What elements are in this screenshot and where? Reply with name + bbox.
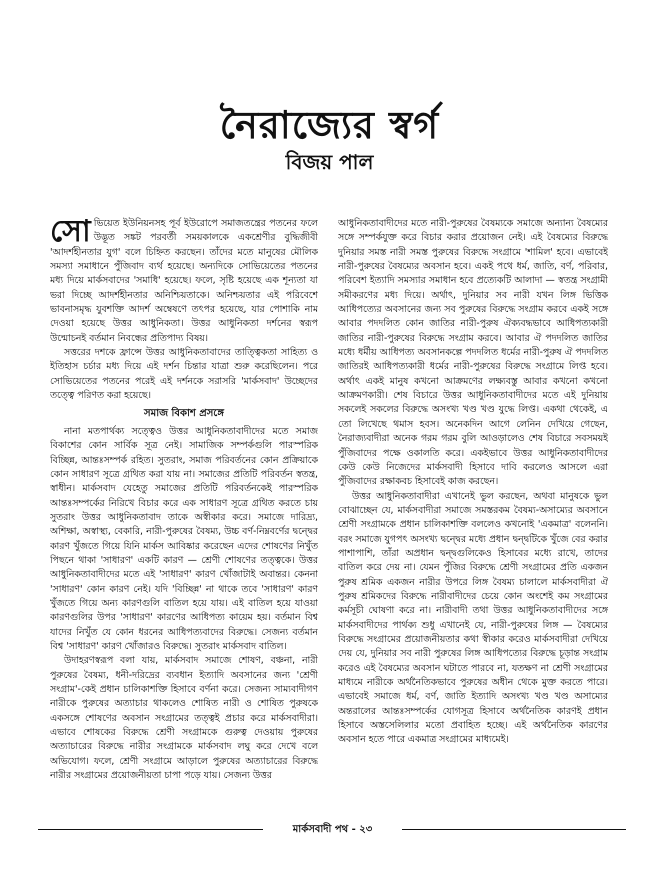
article-title: নৈরাজ্যের স্বর্গ [219,103,440,147]
footer-rule-right [402,829,626,830]
section-subheading: সমাজ বিকাশ প্রসঙ্গে [144,408,224,420]
paragraph: সত্তরের দশকে ফ্রান্সে উত্তর আধুনিকতাবাদের তাত্ত্বিকতা সাহিত্য ও ইতিহাস চর্চার মধ্য দিয়ে এই দর্শন চিন্তার যাত্রা শুরু করেছিলেন। পরে সোভিয়েতের পতনের পরেই এই দর্শনকে সরাসরি 'মার্কসবাদ' উচ্ছেদের তত্ত্বে পরিণত করা হয়েছে। [50,347,318,402]
paragraph: উদাহরণস্বরূপ বলা যায়, মার্কসবাদ সমাজে শোষণ, বঞ্চনা, নারী পুরুষের বৈষম্য, ধনী-দরিদ্রের ব্যবধান ইত্যাদি অবসানের জন্য 'শ্রেণী সংগ্রাম'-কেই প্রধান চালিকাশক্তি হিসাবে বর্ণনা করে। সেজন্য সাম্যবাদীগণ নারীকে পুরুষের অত্যাচার থাকলেও শোষিত নারী ও শোষিত পুরুষকে একসঙ্গে শোষণের অবসান সংগ্রামের তত্ত্বই প্রচার করে মার্কসবাদীরা। এভাবে শোষকের বিরুদ্ধে শ্রেণী সংগ্রামকে গুরুত্ব দেওয়ায় পুরুষের অত্যাচারের বিরুদ্ধে নারীর সংগ্রামকে মার্কসবাদ লঘু করে দেখে বলে অভিযোগ। ফলে, শ্রেণী সংগ্রামে আড়ালে পুরুষের অত্যাচারের বিরুদ্ধে নারীর সংগ্রামের প্রয়োজনীয়তা চাপা পড়ে যায়। সেজন্য উত্তর [50,655,318,782]
drop-cap: সো [50,217,91,249]
footer-rule-left [38,829,263,830]
right-column [338,217,608,839]
page-footer: মার্কসবাদী পথ - ২৩ [292,824,373,835]
paragraph: নানা মতপার্থক্য সত্ত্বেও উত্তর আধুনিকতাবাদীদের মতে সমাজ বিকাশের কোন সার্বিক সূত্র নেই। সামাজিক সম্পর্কগুলি পারস্পরিক বিচ্ছিন্ন, আন্তঃসম্পর্ক রহিত। সুতরাং, সমাজ পরিবর্তনের কোন প্রক্রিয়াকে কোন সাধারণ সূত্রে গ্রথিত করা যায় না। সমাজের প্রতিটি পরিবর্তন স্বতন্ত্র, স্বাধীন। মার্কসবাদ যেহেতু সমাজের প্রতিটি পরিবর্তনকেই পারস্পরিক আন্তঃসম্পর্কের নিরিখে বিচার করে এক সাধারণ সূত্রে গ্রথিত করতে চায় সুতরাং উত্তর আধুনিকতাবাদ তাকে অস্বীকার করে। সমাজে দারিদ্র্য, অশিক্ষা, অস্বাস্থ্য, বেকারি, নারী-পুরুষের বৈষম্য, উচ্চ বর্ণ-নিম্নবর্ণের দ্বন্দ্বের কারণ খুঁজতে গিয়ে যিনি মার্কস আবিষ্কার করেছেন এদের শোষণের নিখুঁত পিছনে থাকা 'সাধারণ' একটি কারণ — শ্রেণী শোষণের তত্ত্বকে। উত্তর আধুনিকতাবাদীদের মতে এই 'সাধারণ' কারণ খোঁজাটাই অবান্তর। কেননা 'সাধারণ' কোন কারণ নেই। যদি 'বিচ্ছিন্ন' না থাকে তবে 'সাধারণ' কারণ খুঁজতে গিয়ে অন্য কারণগুলি বাতিল হয়ে যায়। এই বাতিল হয়ে যাওয়া কারণগুলির উপর 'সাধারণ' কারণের আধিপত্য কায়েম হয়। বর্তমান বিশ্ব যাদের নিখুঁত যে কোন ধরনের আধিপত্যবাদের বিরুদ্ধে। সেজন্য বর্তমান বিশ্ব 'সাধারণ' কারণ খোঁজারও বিরুদ্ধে। সুতরাং মার্কসবাদ বাতিল। [50,425,318,652]
paragraph: উত্তর আধুনিকতাবাদীরা এখানেই ভুল করছেন, অথবা মানুষকে ভুল বোঝাচ্ছেন যে, মার্কসবাদীরা সমাজে সমস্তরকম বৈষম্য-অসাম্যের অবসানে শ্রেণী সংগ্রামকে প্রধান চালিকাশক্তি বললেও কখনোই 'একমাত্র' বলেননি। বরং সমাজে যুগপৎ অসংখ্য দ্বন্দ্বের মধ্যে প্রধান দ্বন্দ্বটিকে খুঁজে বের করার পাশাপাশি, তাঁরা অপ্রধান দ্বন্দ্বগুলিকেও হিসাবের মধ্যে রাখে, তাদের বাতিল করে দেয় না। যেমন পুঁজির বিরুদ্ধে শ্রেণী সংগ্রামের প্রতি একজন পুরুষ শ্রমিক একজন নারীর উপরে লিঙ্গ বৈষম্য চালালে মার্কসবাদীরা ঐ পুরুষ শ্রমিকদের বিরুদ্ধে নারীবাদীদের চেয়ে কোন অংশেই কম সংগ্রামের কর্মসূচী ঘোষণা করে না। নারীবাদী তথা উত্তর আধুনিকতাবাদীদের সঙ্গে মার্কসবাদীদের পার্থক্য শুধু এখানেই যে, নারী-পুরুষের লিঙ্গ — বৈষম্যের বিরুদ্ধে সংগ্রামের প্রয়োজনীয়তার কথা স্বীকার করেও মার্কসবাদীরা দেখিয়ে দেয় যে, দুনিয়ার সব নারী পুরুষের লিঙ্গ আধিপত্যের বিরুদ্ধে চূড়ান্ত সংগ্রাম করেও এই বৈষম্যের অবসান ঘটাতে পারবে না, যতক্ষণ না শ্রেণী সংগ্রামের মাধ্যমে নারীকে অর্থনৈতিকভাবে পুরুষের অধীন থেকে মুক্ত করতে পারে। এভাবেই সমাজে ধর্ম, বর্ণ, জাতি ইত্যাদি অসংখ্য খণ্ড খণ্ড অসাম্যের অন্তরালের আন্তঃসম্পর্কের যোগসূত্র হিসাবে অর্থনৈতিক কারণই প্রধান হিসাবে অস্তসেলিলার মতো প্রবাহিত হচ্ছে। এই অর্থনৈতিক কারণের অবসান হতে পারে একমাত্র সংগ্রামের মাধ্যমেই। [338,490,608,746]
paragraph: সোভিয়েত ইউনিয়নসহ পূর্ব ইউরোপে সমাজতন্ত্রের পতনের ফলে উদ্ভূত সঙ্কট পরবর্তী সময়কালকে একশ্রেণীর বুদ্ধিজীবী 'আদর্শহীনতার যুগ' বলে চিহ্নিত করছেন। তাঁদের মতে মানুষের মৌলিক সমস্যা সমাধানে পুঁজিবাদ ব্যর্থ হয়েছে। অন্যদিকে সোভিয়েতের পতনের মধ্য দিয়ে মার্কসবাদের 'সমাধি' হয়েছে। ফলে, সৃষ্টি হয়েছে এক শূন্যতা যা ভরা দিচ্ছে আদর্শহীনতার অনিশ্চিয়তাকে। অনিশ্চয়তার এই পরিবেশে ভাবনাসমৃদ্ধ যুবশক্তি আদর্শ অম্বেষণে তৎপর হয়েছে, যার পোশাকি নাম দেওয়া হয়েছে উত্তর আধুনিকতা। উত্তর আধুনিকতা দর্শনের স্বরূপ উন্মোচনই বর্তমান নিবন্ধের প্রতিপাদ্য বিষয়। [50,217,318,344]
paragraph: আধুনিকতাবাদীদের মতে নারী-পুরুষের বৈষম্যকে সমাজে অন্যান্য বৈষম্যের সঙ্গে সম্পর্কযুক্ত করে বিচার করার প্রয়োজন নেই। এই বৈষম্যের বিরুদ্ধে দুনিয়ার সমস্ত নারী সমস্ত পুরুষের বিরুদ্ধে সংগ্রামে 'শামিল' হবে। এভাবেই নারী-পুরুষের বৈষম্যের অবসান হবে। একই পথে ধর্ম, জাতি, বর্ণ, পরিবার, পরিবেশ ইত্যাদি সমস্যার সমাধান হবে প্রত্যেকটি আলাদা — স্বতন্ত্র সংগ্রামী সমীকরণের মধ্য দিয়ে। অর্থাৎ, দুনিয়ার সব নারী যখন লিঙ্গ ভিত্তিক আধিপত্যের অবসানের জন্য সব পুরুষের বিরুদ্ধে সংগ্রাম করবে একই সঙ্গে আবার পদদলিত কোন জাতির নারী-পুরুষ ঐক্যবদ্ধভাবে আধিপত্যকারী জাতির নারী-পুরুষের বিরুদ্ধে সংগ্রাম করবে। আবার ঐ পদদলিত জাতির মধ্যে ধর্মীয় আধিপত্য অবসানকল্পে পদদলিত ধর্মের নারী-পুরুষ ঐ পদদলিত জাতিরই আধিপত্যকারী ধর্মের নারী-পুরুষের বিরুদ্ধে সংগ্রামে লিপ্ত হবে। অর্থাৎ একই মানুষ কখনো আক্রমণের লক্ষ্যবস্তু আবার কখনো কখনো আক্রমণকারী। শেষ বিচারে উত্তর আধুনিকতাবাদীদের মতে এই দুনিয়ায় সকলেই সকলের বিরুদ্ধে অসংখ্য খণ্ড খণ্ড যুদ্ধে লিপ্ত। একথা থেকেই, এ তো লিখেছে থমাস হবস। অনেকদিন আগে লেনিন দেখিয়ে গেছেন, নৈরাজ্যবাদীরা অনেক গরম গরম বুলি আওড়ালেও শেষ বিচারে সবসময়ই পুঁজিবাদের পক্ষে ওকালতি করে। একইভাবে উত্তর আধুনিকতাবাদীদের কেউ কেউ নিজেদের মার্কসবাদী হিসাবে দাবি করলেও আসলে এরা পুঁজিবাদের রক্ষাকবচ হিসাবেই কাজ করছেন। [338,218,608,488]
left-column [50,217,318,839]
article-author: বিজয় পাল [285,150,374,174]
